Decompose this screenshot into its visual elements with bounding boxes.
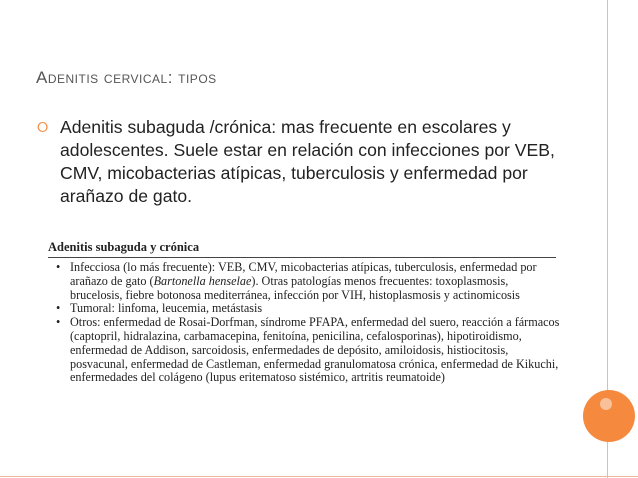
- bullet-ring-icon: ⭘: [37, 120, 49, 136]
- list-item-text: Infecciosa (lo más frecuente): VEB, CMV, micobacterias atípicas, tuberculosis, enfermedad por arañazo de gato (: [70, 260, 537, 288]
- scanned-table-image: [48, 240, 563, 385]
- scanned-table-rule: [48, 257, 556, 258]
- bullet-text: Adenitis subaguda /crónica: mas frecuente en escolares y adolescentes. Suele estar en relación con infecciones por VEB, CMV, micobacterias atípicas, tuberculosis y enfermedad por arañazo de gato.: [60, 117, 555, 206]
- slide-title: Adenitis cervical: tipos: [36, 68, 217, 87]
- scanned-list-item: [48, 316, 563, 385]
- list-item-italic: Bartonella henselae: [153, 273, 252, 288]
- list-bullet-marker: •: [56, 315, 61, 330]
- decorative-small-circle: [600, 398, 612, 410]
- decorative-orange-circle: [583, 390, 635, 442]
- list-item-text: Otros: enfermedad de Rosai-Dorfman, síndrome PFAPA, enfermedad del suero, reacción a fármacos (captopril, hidralazina, carbamacepina, fenitoína, penicilina, cefalosporinas), hipotiroidismo, enfermedad de Addison, sarcoidosis, enfermedades de depósito, amiloidosis, histiocitosis, posvacunal, enfermedad de Castleman, enfermedad granulomatosa crónica, enfermedad de Kikuchi, enfermedades del colágeno (lupus eritematoso sistémico, artritis reumatoide): [70, 315, 560, 385]
- slide-frame-bottom-border: [0, 476, 638, 477]
- scanned-list-item: [48, 302, 563, 316]
- scanned-table-heading: Adenitis subaguda y crónica: [48, 240, 200, 254]
- list-bullet-marker: •: [56, 301, 61, 316]
- scanned-list-item: [48, 261, 563, 302]
- list-bullet-marker: •: [56, 260, 61, 274]
- list-item-text: Tumoral: linfoma, leucemia, metástasis: [70, 301, 263, 316]
- list-item-text-cont: ). Otras patologías menos frecuentes: toxoplasmosis, brucelosis, fiebre botonosa mediterránea, infección por VIH, histoplasmosis y actinomicosis: [70, 273, 520, 302]
